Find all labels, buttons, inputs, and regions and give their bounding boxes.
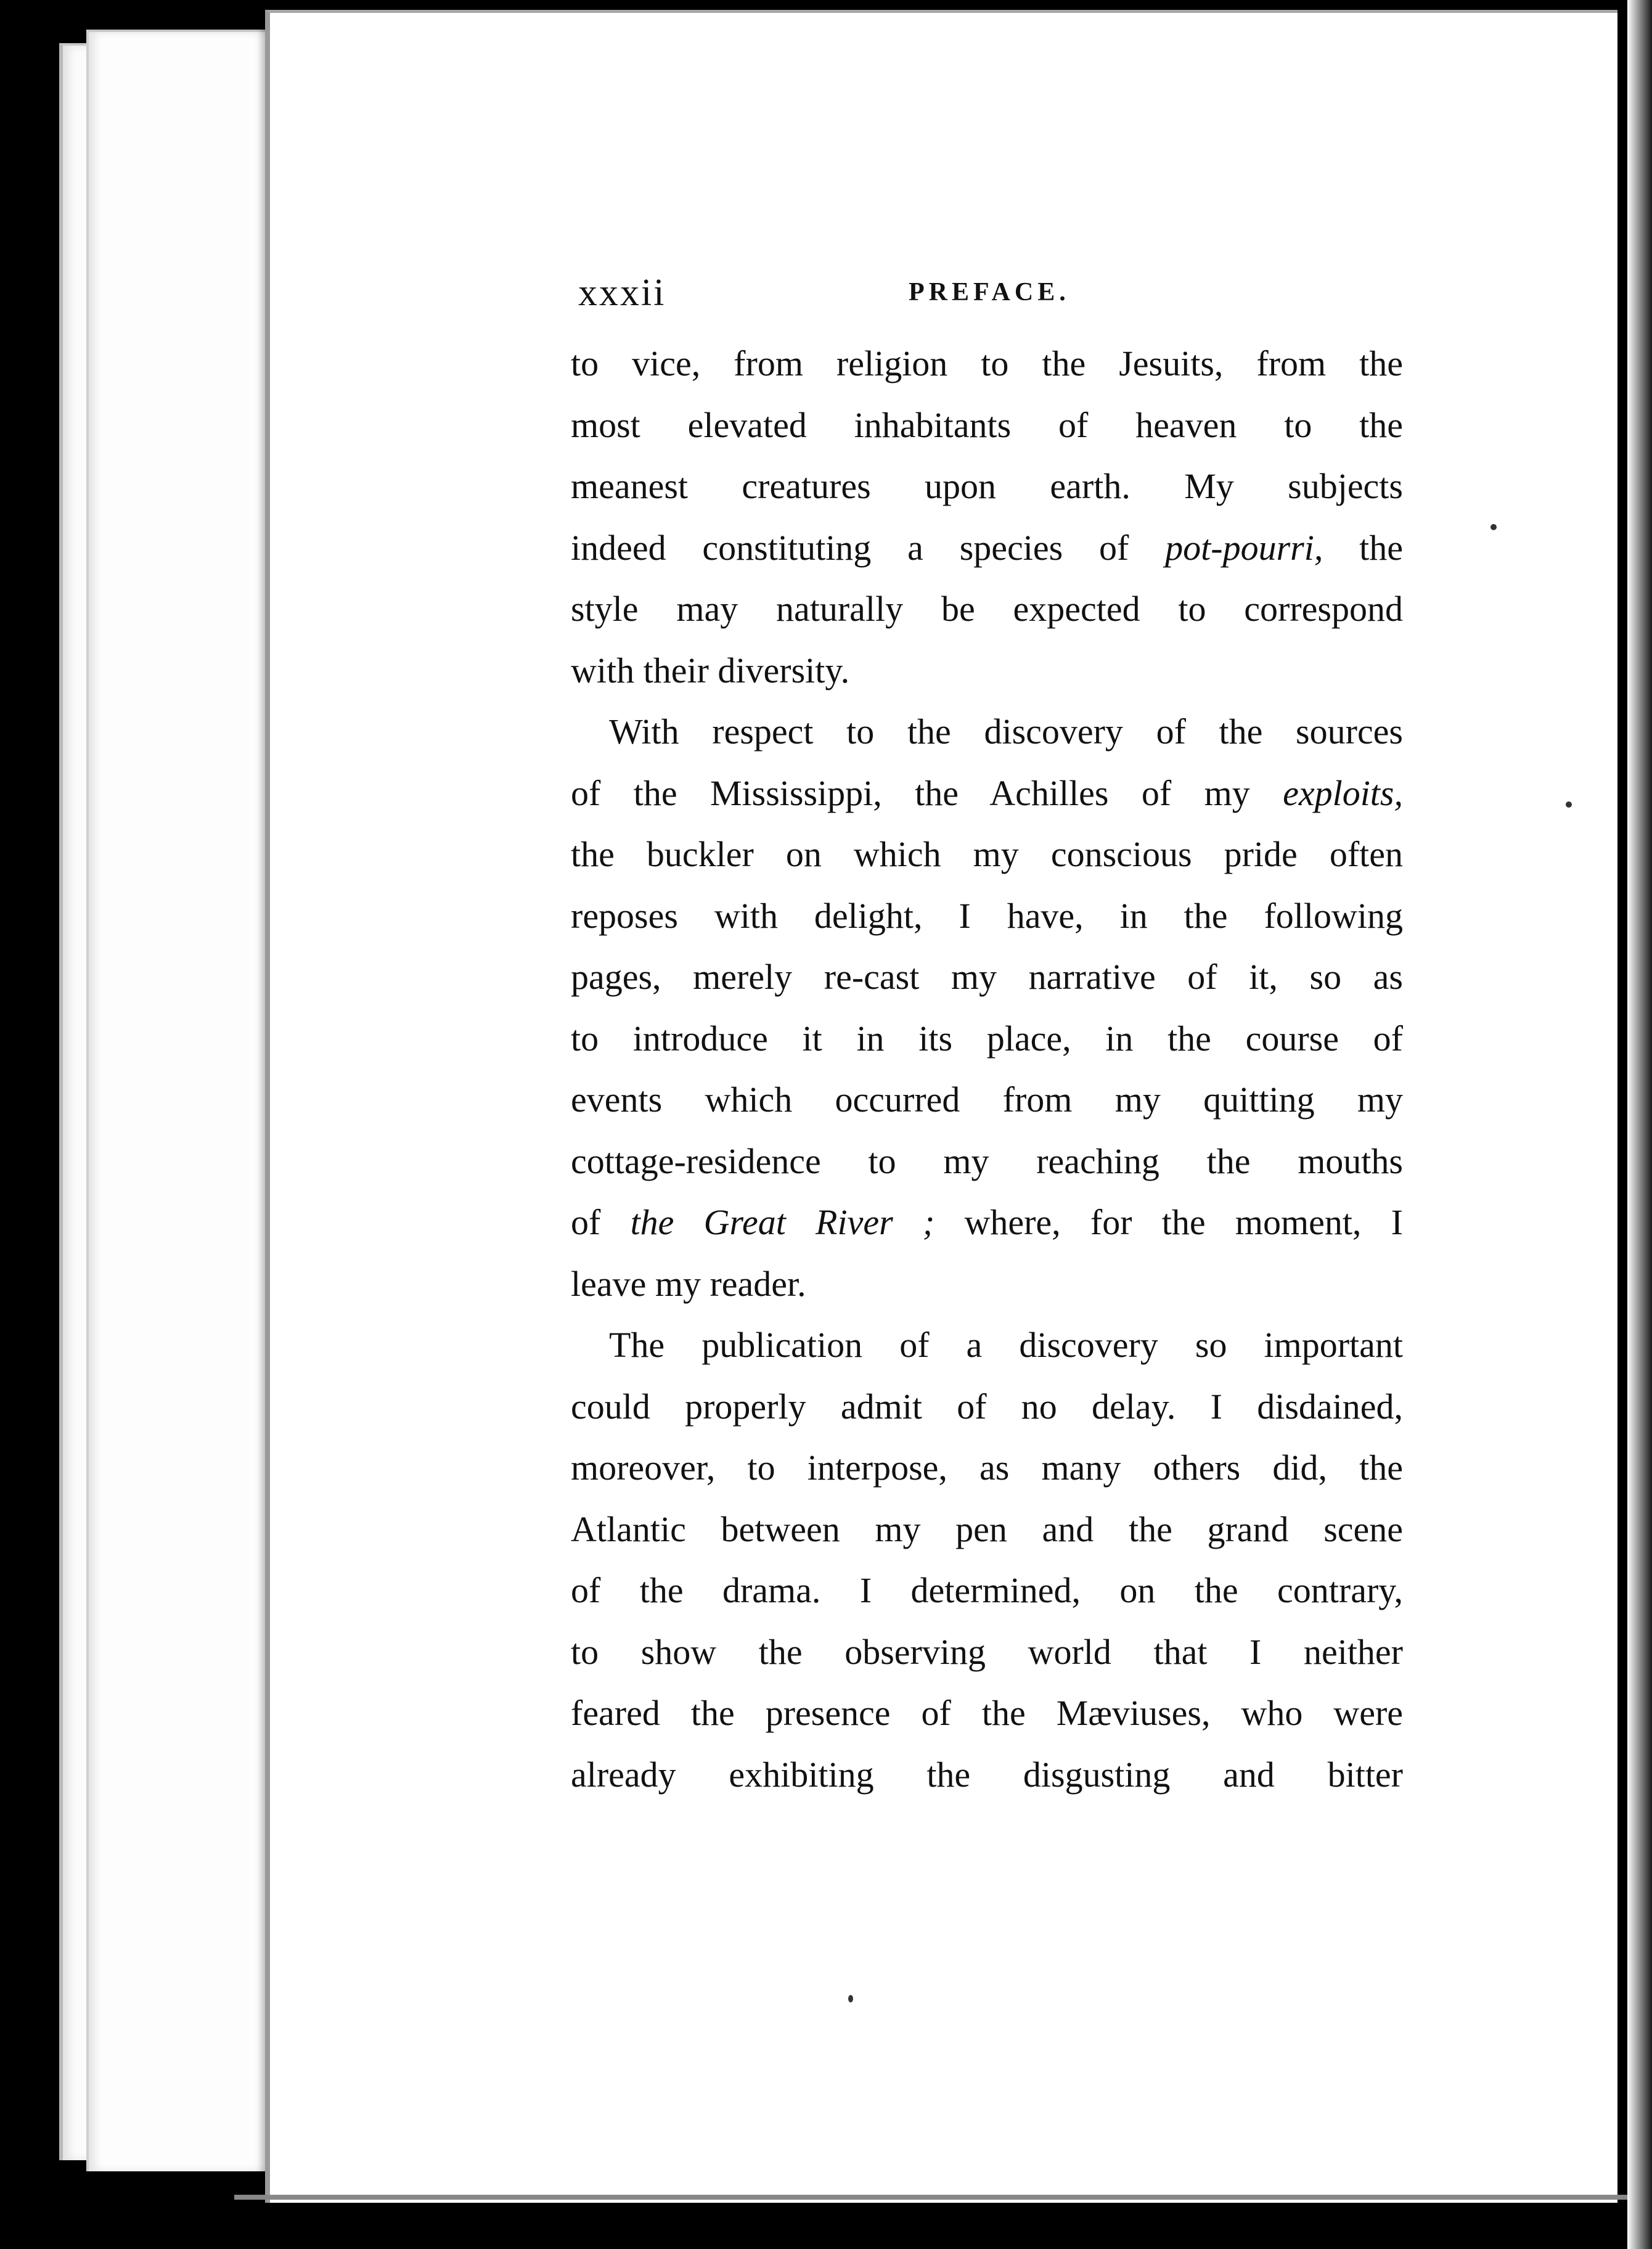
text-line: The publication of a discovery so important [609, 1325, 1403, 1365]
text-line: leave my reader. [571, 1263, 806, 1304]
text-line [571, 1192, 1403, 1253]
text-line: to introduce it in its place, in the course of [571, 1018, 1403, 1059]
text-run: where, for the moment, I [934, 1202, 1403, 1242]
text-run: of [571, 1202, 631, 1242]
italic-text: pot-pourri, [1165, 527, 1323, 568]
text-line: reposes with delight, I have, in the following [571, 895, 1403, 936]
text-line: feared the presence of the Mæviuses, who were [571, 1693, 1403, 1733]
text-run: indeed constituting a species of [571, 527, 1166, 568]
text-line: meanest creatures upon earth. My subjects [571, 466, 1403, 506]
text-line: cottage-residence to my reaching the mouths [571, 1141, 1403, 1181]
text-line: with their diversity. [571, 650, 850, 690]
running-head [571, 271, 1403, 333]
text-run: of the Mississippi, the Achilles of my [571, 772, 1283, 813]
paragraph-3 [571, 1314, 1403, 1805]
page-text [571, 271, 1403, 1805]
text-line: style may naturally be expected to correspond [571, 589, 1403, 629]
text-line: could properly admit of no delay. I disdained, [571, 1386, 1403, 1427]
text-line [571, 763, 1403, 824]
running-title: PREFACE. [909, 278, 1070, 306]
scan-edge-shadow [1627, 0, 1652, 2249]
paragraph-1 [571, 333, 1403, 701]
text-line: most elevated inhabitants of heaven to the [571, 404, 1403, 445]
text-line: the buckler on which my conscious pride often [571, 834, 1403, 874]
text-line: events which occurred from my quitting my [571, 1079, 1403, 1120]
paragraph-2 [571, 701, 1403, 1314]
ink-speck [1490, 524, 1497, 530]
text-line: to show the observing world that I neither [571, 1631, 1403, 1672]
text-run: the [1323, 527, 1403, 568]
text-line: moreover, to interpose, as many others did, the [571, 1448, 1403, 1488]
text-line: to vice, from religion to the Jesuits, from the [571, 343, 1403, 383]
ink-speck [1566, 801, 1572, 808]
text-line: of the drama. I determined, on the contrary, [571, 1570, 1403, 1610]
italic-text: the Great River ; [630, 1202, 935, 1242]
page-number: xxxii [578, 272, 666, 314]
text-line: Atlantic between my pen and the grand scene [571, 1509, 1403, 1549]
page-bottom-edge [234, 2195, 1652, 2200]
italic-text: exploits, [1283, 772, 1403, 813]
text-line [571, 517, 1403, 579]
ink-speck [848, 1995, 853, 2002]
text-line: pages, merely re-cast my narrative of it, so as [571, 957, 1403, 997]
text-line: already exhibiting the disgusting and bitter [571, 1754, 1403, 1795]
text-line: With respect to the discovery of the sources [609, 711, 1403, 752]
